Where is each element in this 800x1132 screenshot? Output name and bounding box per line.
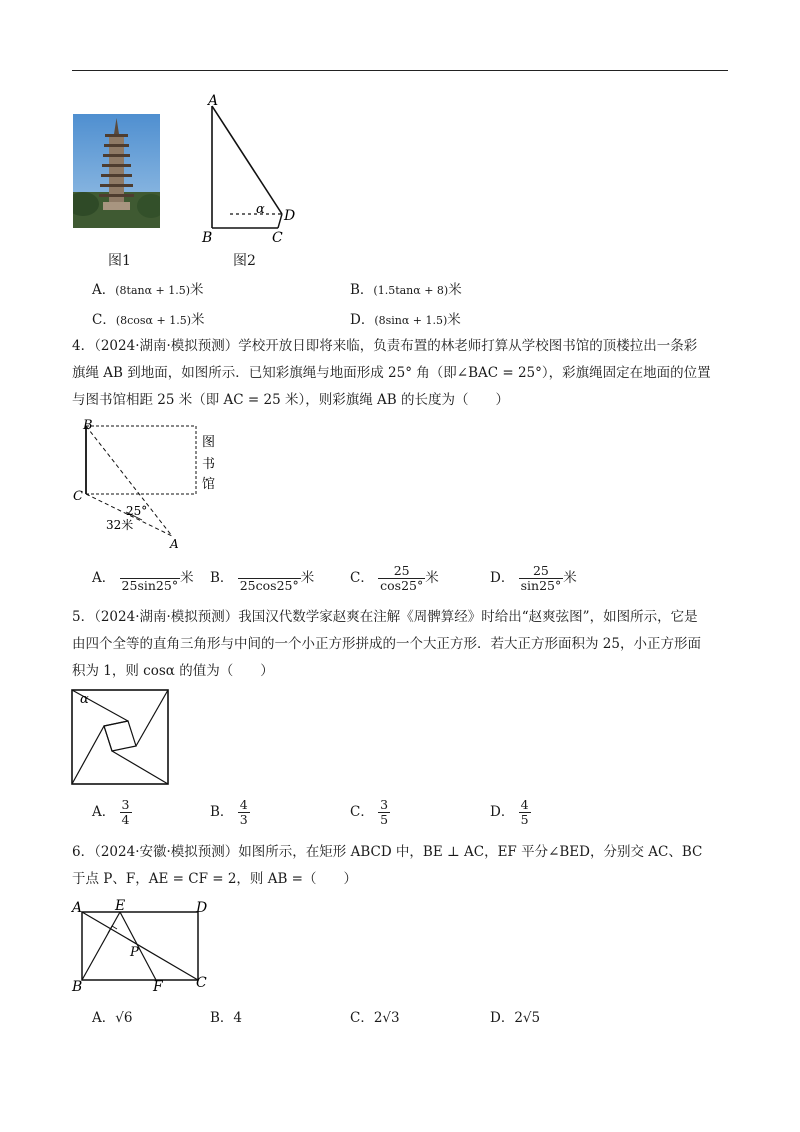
- q4-option-c[interactable]: C． $\frac{25}{\cos 25^\circ}$ 米: [350, 563, 439, 593]
- q3-option-b[interactable]: B．(1.5tanα + 8)米: [350, 282, 462, 298]
- q3-option-c[interactable]: C．(8cosα + 1.5)米: [92, 312, 205, 328]
- q6-option-c[interactable]: C．2√3: [350, 1010, 400, 1026]
- q4-label-distance: 32米: [106, 518, 134, 532]
- q5-label-alpha: α: [80, 692, 89, 707]
- q6-label-A: A: [72, 900, 83, 916]
- q5-zhaoshuang-figure: [70, 688, 172, 788]
- q6-label-P: P: [130, 945, 139, 960]
- q6-line2: 于点 P、F，AE = CF = 2，则 AB =（ ）: [72, 871, 357, 887]
- figure2-caption: 图2: [233, 253, 256, 269]
- q6-label-D: D: [196, 900, 208, 916]
- q6-label-B: B: [72, 979, 83, 995]
- q4-stem: [72, 333, 732, 414]
- label-D: D: [284, 208, 296, 224]
- q4-option-a[interactable]: A． 25sin25° 米: [92, 564, 194, 593]
- q4-label-lib3: 馆: [202, 477, 216, 492]
- q6-label-E: E: [115, 898, 126, 914]
- q6-option-b[interactable]: B．4: [210, 1010, 243, 1026]
- q5-line1: 5．（2024·湖南·模拟预测）我国汉代数学家赵爽在注解《周髀算经》时给出“赵爽弦图”，如图所示，它是: [72, 609, 698, 625]
- q6-label-F: F: [153, 979, 163, 995]
- q3-option-a[interactable]: A．(8tanα + 1.5)米: [92, 282, 204, 298]
- q4-line1: 4．（2024·湖南·模拟预测）学校开放日即将来临，负责布置的林老师打算从学校图书馆的顶楼拉出一条彩: [72, 338, 698, 354]
- q5-option-c[interactable]: C． $\frac{3}{5}$: [350, 797, 389, 827]
- q4-label-lib1: 图: [202, 435, 216, 450]
- q5-option-a[interactable]: A． $\frac{3}{4}$: [92, 797, 130, 827]
- q5-stem: [72, 604, 732, 685]
- q4-label-angle: 25°: [126, 504, 148, 518]
- header-rule: [72, 70, 728, 71]
- q4-label-C: C: [73, 489, 83, 504]
- q4-label-A: A: [170, 537, 179, 551]
- q4-line3: 与图书馆相距 25 米（即 AC = 25 米），则彩旗绳 AB 的长度为（ ）: [72, 392, 509, 408]
- pagoda-photo: [73, 114, 160, 228]
- q6-stem: [72, 839, 732, 893]
- label-B: B: [202, 230, 213, 244]
- q6-option-d[interactable]: D．2√5: [490, 1010, 541, 1026]
- q6-option-a[interactable]: A．√6: [92, 1010, 133, 1026]
- q6-label-C: C: [196, 975, 207, 991]
- q5-line2: 由四个全等的直角三角形与中间的一个小正方形拼成的一个大正方形．若大正方形面积为 25，小正方形面: [72, 636, 701, 652]
- figure1-caption: 图1: [108, 253, 131, 269]
- q3-option-d[interactable]: D．(8sinα + 1.5)米: [350, 312, 461, 328]
- q4-label-lib2: 书: [202, 457, 216, 472]
- label-A: A: [208, 94, 219, 109]
- q6-rectangle-figure: [68, 896, 218, 996]
- label-C: C: [272, 230, 283, 244]
- q4-option-d[interactable]: D． $\frac{25}{\sin 25^\circ}$ 米: [490, 563, 577, 593]
- q4-line2: 旗绳 AB 到地面，如图所示．已知彩旗绳与地面形成 25° 角（即∠BAC = 25°），彩旗绳固定在地面的位置: [72, 365, 711, 381]
- label-alpha: α: [256, 202, 265, 217]
- q5-line3: 积为 1，则 cosα 的值为（ ）: [72, 663, 274, 679]
- q6-line1: 6．（2024·安徽·模拟预测）如图所示，在矩形 ABCD 中，BE ⊥ AC，EF 平分∠BED，分别交 AC、BC: [72, 844, 703, 860]
- q5-option-b[interactable]: B． $\frac{4}{3}$: [210, 797, 248, 827]
- q4-figure-library: [70, 416, 230, 552]
- q3-figure2-triangle: [196, 94, 316, 244]
- q4-label-B: B: [83, 418, 93, 433]
- q5-option-d[interactable]: D． $\frac{4}{5}$: [490, 797, 529, 827]
- q4-option-b[interactable]: B． 25cos25° 米: [210, 564, 314, 593]
